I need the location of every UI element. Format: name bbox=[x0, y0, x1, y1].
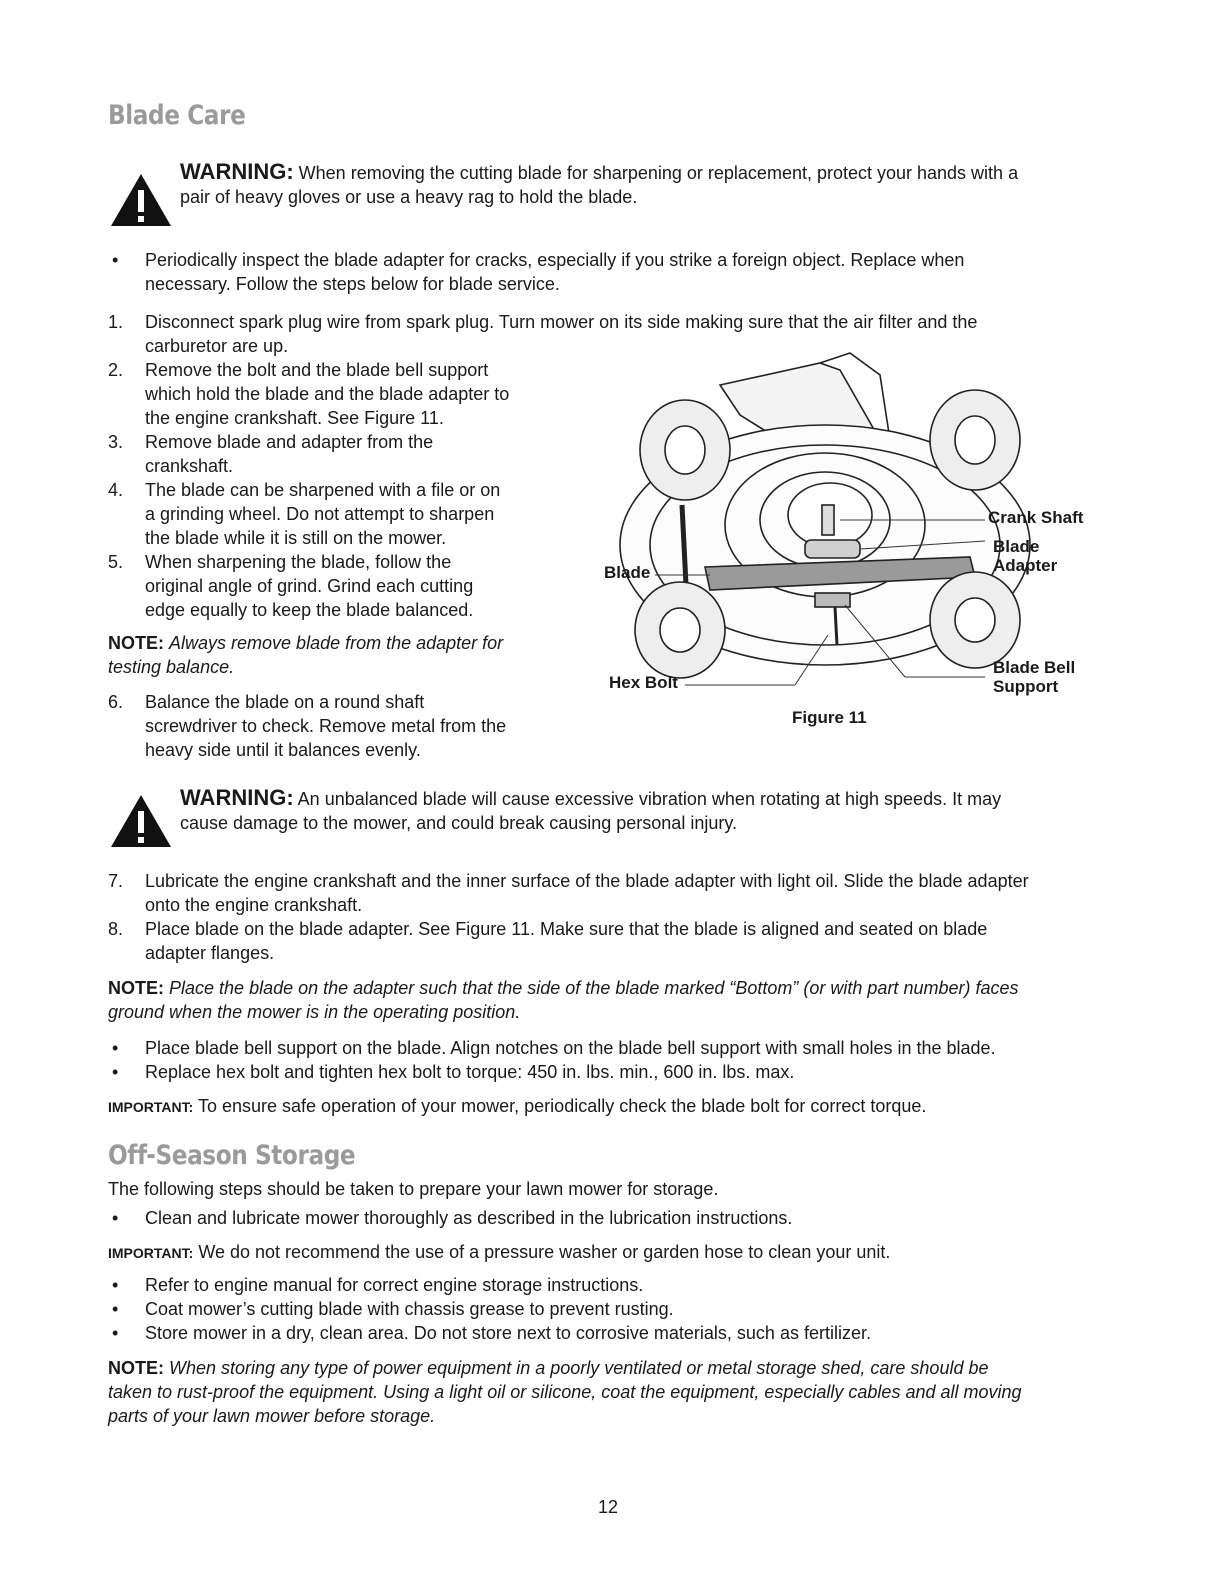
step-text: carburetor are up. bbox=[145, 336, 289, 356]
note-label: NOTE: bbox=[108, 1358, 164, 1378]
bullet-glyph: • bbox=[112, 1323, 119, 1343]
step-number: 2. bbox=[108, 360, 124, 380]
step-text: original angle of grind. Grind each cutting bbox=[145, 576, 474, 596]
step-text: screwdriver to check. Remove metal from the bbox=[145, 716, 507, 736]
bullet-glyph: • bbox=[112, 1275, 119, 1295]
note-text: Always remove blade from the adapter for bbox=[169, 633, 504, 653]
step-text: a grinding wheel. Do not attempt to sharpen bbox=[145, 504, 495, 524]
step-text: onto the engine crankshaft. bbox=[145, 895, 363, 915]
list-item-text: necessary. Follow the steps below for blade service. bbox=[145, 274, 560, 294]
warning-1 bbox=[180, 160, 1018, 209]
section-title-blade-care: Blade Care bbox=[108, 100, 246, 131]
step-number: 5. bbox=[108, 552, 124, 572]
warning-text: pair of heavy gloves or use a heavy rag to hold the blade. bbox=[180, 187, 638, 207]
list-item: Refer to engine manual for correct engine storage instructions. bbox=[145, 1275, 644, 1295]
warning-text: An unbalanced blade will cause excessive vibration when rotating at high speeds. It may bbox=[297, 789, 1002, 809]
warning-2 bbox=[180, 786, 1001, 835]
note-3 bbox=[108, 1356, 1118, 1428]
warning-triangle-icon bbox=[109, 172, 173, 228]
note-text: ground when the mower is in the operating position. bbox=[108, 1002, 521, 1022]
step-text: adapter flanges. bbox=[145, 943, 275, 963]
bullet-glyph: • bbox=[112, 1062, 119, 1082]
note-text: taken to rust-proof the equipment. Using a light oil or silicone, coat the equipment, especially cables and all moving bbox=[108, 1382, 1022, 1402]
important-2 bbox=[108, 1240, 890, 1265]
step-number: 7. bbox=[108, 871, 124, 891]
bullet-glyph: • bbox=[112, 1299, 119, 1319]
step-item bbox=[108, 917, 1118, 965]
warning-text: cause damage to the mower, and could break causing personal injury. bbox=[180, 813, 737, 833]
important-1 bbox=[108, 1094, 926, 1119]
list-item bbox=[145, 248, 964, 296]
label-blade-bell-support-line1: Blade Bell bbox=[993, 658, 1076, 677]
step-number: 4. bbox=[108, 480, 124, 500]
step-text: Place blade on the blade adapter. See Figure 11. Make sure that the blade is aligned and seated on blade bbox=[145, 919, 988, 939]
label-blade-adapter-line2: Adapter bbox=[993, 556, 1058, 575]
important-label: IMPORTANT: bbox=[108, 1245, 194, 1261]
note-label: NOTE: bbox=[108, 978, 164, 998]
storage-intro: The following steps should be taken to prepare your lawn mower for storage. bbox=[108, 1179, 719, 1199]
list-item: Coat mower’s cutting blade with chassis grease to prevent rusting. bbox=[145, 1299, 674, 1319]
label-blade-bell-support-line2: Support bbox=[993, 677, 1059, 696]
list-item: Replace hex bolt and tighten hex bolt to torque: 450 in. lbs. min., 600 in. lbs. max. bbox=[145, 1062, 795, 1082]
bullet-glyph: • bbox=[112, 1038, 119, 1058]
label-blade-adapter-line1: Blade bbox=[993, 537, 1040, 556]
step-text: crankshaft. bbox=[145, 456, 234, 476]
step-number: 6. bbox=[108, 692, 124, 712]
step-text: Remove blade and adapter from the bbox=[145, 432, 434, 452]
note-2 bbox=[108, 976, 1019, 1024]
list-item: Store mower in a dry, clean area. Do not store next to corrosive materials, such as fertilizer. bbox=[145, 1323, 871, 1343]
step-text: the engine crankshaft. See Figure 11. bbox=[145, 408, 444, 428]
step-text: When sharpening the blade, follow the bbox=[145, 552, 452, 572]
page-number: 12 bbox=[598, 1497, 619, 1517]
warning-triangle-icon bbox=[109, 793, 173, 849]
step-item bbox=[108, 869, 1118, 917]
warning-label: WARNING: bbox=[180, 785, 294, 810]
list-item: Clean and lubricate mower thoroughly as described in the lubrication instructions. bbox=[145, 1208, 793, 1228]
step-number: 8. bbox=[108, 919, 124, 939]
list-item: Place blade bell support on the blade. Align notches on the blade bell support with small holes in the blade. bbox=[145, 1038, 996, 1058]
warning-label: WARNING: bbox=[180, 159, 294, 184]
step-text: Remove the bolt and the blade bell support bbox=[145, 360, 489, 380]
label-hex-bolt: Hex Bolt bbox=[609, 673, 678, 692]
important-text: We do not recommend the use of a pressure washer or garden hose to clean your unit. bbox=[198, 1242, 891, 1262]
step-item bbox=[108, 690, 568, 762]
list-item-text: Periodically inspect the blade adapter for cracks, especially if you strike a foreign object. Replace when bbox=[145, 250, 965, 270]
step-number: 3. bbox=[108, 432, 124, 452]
bullet-glyph: • bbox=[112, 250, 119, 270]
step-number: 1. bbox=[108, 312, 124, 332]
step-text: the blade while it is still on the mower. bbox=[145, 528, 447, 548]
label-crank-shaft: Crank Shaft bbox=[988, 508, 1084, 527]
note-text: Place the blade on the adapter such that the side of the blade marked “Bottom” (or with part number) faces bbox=[169, 978, 1019, 998]
note-1 bbox=[108, 631, 503, 679]
note-text: parts of your lawn mower before storage. bbox=[108, 1406, 436, 1426]
step-text: edge equally to keep the blade balanced. bbox=[145, 600, 474, 620]
step-text: Lubricate the engine crankshaft and the inner surface of the blade adapter with light oil. Slide the blade adapter bbox=[145, 871, 1029, 891]
figure-caption: Figure 11 bbox=[792, 708, 867, 727]
step-text: The blade can be sharpened with a file or on bbox=[145, 480, 501, 500]
label-blade: Blade bbox=[604, 563, 651, 582]
note-text: testing balance. bbox=[108, 657, 235, 677]
step-text: heavy side until it balances evenly. bbox=[145, 740, 421, 760]
section-title-off-season-storage: Off-Season Storage bbox=[108, 1140, 356, 1171]
step-text: Balance the blade on a round shaft bbox=[145, 692, 425, 712]
warning-text: When removing the cutting blade for sharpening or replacement, protect your hands with a bbox=[298, 163, 1019, 183]
bullet-glyph: • bbox=[112, 1208, 119, 1228]
step-text: Disconnect spark plug wire from spark plug. Turn mower on its side making sure that the air filter and the bbox=[145, 312, 978, 332]
note-text: When storing any type of power equipment in a poorly ventilated or metal storage shed, care should be bbox=[169, 1358, 989, 1378]
important-label: IMPORTANT: bbox=[108, 1099, 194, 1115]
note-label: NOTE: bbox=[108, 633, 164, 653]
numbered-steps bbox=[108, 869, 1118, 965]
important-text: To ensure safe operation of your mower, periodically check the blade bolt for correct torque. bbox=[197, 1096, 927, 1116]
step-text: which hold the blade and the blade adapter to bbox=[145, 384, 510, 404]
